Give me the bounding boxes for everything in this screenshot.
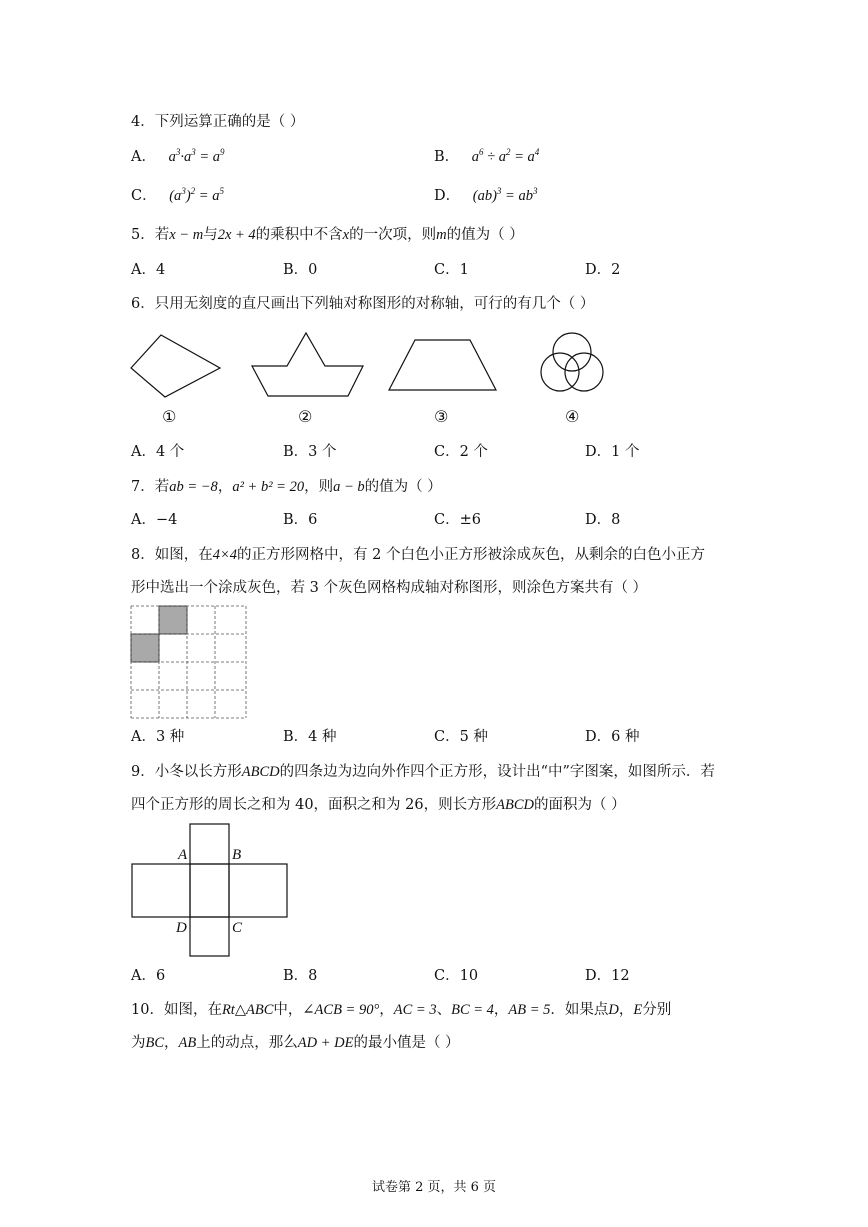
left-square [132,864,190,917]
q5-text-2: 与 [203,227,218,243]
q4-option-a-label: A． [131,149,156,165]
q6-option-b: B．3 个 [283,444,337,460]
q7-expr-3: a − b [333,479,365,495]
q6-stem: 6．只用无刻度的直尺画出下列轴对称图形的对称轴，可行的有几个（ ） [131,296,595,312]
q5-var-x: x [342,227,350,243]
q10-expr-ac: AC = 3 [393,1002,437,1018]
q8-stem-line2: 形中选出一个涂成灰色，若 3 个灰色网格构成轴对称图形，则涂色方案共有（ ） [131,580,648,596]
q7-option-d: D．8 [585,512,621,528]
q8-grid-figure [130,605,250,721]
q8-text-1: 8．如图，在 [131,547,213,563]
q7-option-c: C．±6 [434,512,481,528]
boat-shape [252,333,363,396]
q10-var-ab: AB [178,1035,197,1051]
q10-var-e: E [633,1002,643,1018]
circle-right [565,353,603,391]
q5-expr-2: 2x + 4 [217,227,256,243]
q10-text-2: 中， [273,1002,303,1018]
q10-text-10: ， [164,1035,179,1051]
q6-label-2: ② [298,407,313,426]
q5-option-a: A．4 [131,262,166,278]
q7-stem [131,480,442,495]
q8-text-2: 的正方形网格中，有 2 个白色小正方形被涂成灰色，从剩余的白色小正方 [237,547,705,563]
q9-stem-line1 [131,765,715,780]
q6-label-3: ③ [434,407,449,426]
top-square [190,824,229,864]
q6-option-c: C．2 个 [434,444,488,460]
q5-var-m: m [436,227,447,243]
q10-expr-ab: AB = 5 [508,1002,551,1018]
q10-expr-bc: BC = 4 [451,1002,494,1018]
q5-option-d: D．2 [585,262,621,278]
q7-text-1: 7．若 [131,479,170,495]
q4-option-c-expr: $(a^3)^2 = a^5$ [169,186,224,204]
q10-var-d: D [608,1002,619,1018]
q9-text-2: 的四条边为边向外作四个正方形，设计出“中”字图案，如图所示．若 [279,764,715,780]
q5-expr-1: x − m [169,227,204,243]
q10-text-3: ， [379,1002,394,1018]
q6-label-1: ① [162,407,177,426]
kite-shape [131,335,220,397]
q7-option-b: B．6 [283,512,318,528]
q7-expr-2: a² + b² = 20 [232,479,305,495]
point-c-label: C [232,920,243,936]
q4-option-d [434,186,538,204]
right-square [229,864,287,917]
three-circles-shape [541,333,603,391]
q4-option-b [434,147,540,165]
q4-option-a [131,147,225,165]
q7-expr-1: ab = −8 [169,479,218,495]
q7-text-4: 的值为（ ） [364,479,442,495]
q5-option-c: C．1 [434,262,469,278]
q10-text-4: 、 [436,1002,452,1018]
q10-expr-triangle: Rt△ABC [221,1002,274,1018]
q10-text-5: ， [493,1002,509,1018]
q4-stem: 4．下列运算正确的是（ ） [131,114,305,130]
q9-option-c: C．10 [434,968,479,984]
q9-option-a: A．6 [131,968,166,984]
q10-text-1: 10．如图，在 [131,1002,222,1018]
q7-text-2: ， [217,479,233,495]
q4-option-c [131,186,224,204]
q9-option-b: B．8 [283,968,318,984]
q10-text-6: ．如果点 [550,1002,609,1018]
q6-label-4: ④ [565,407,580,426]
point-d-label: D [176,920,187,936]
q5-text-1: 5．若 [131,227,170,243]
q4-option-b-label: B． [434,149,460,165]
q4-option-a-expr: $a^3\cdot a^3 = a^9$ [168,147,225,165]
q10-expr-sum: AD + DE [297,1035,354,1051]
q4-option-d-label: D． [434,188,461,204]
q9-var-abcd-1: ABCD [241,764,280,780]
q6-option-d: D．1 个 [585,444,640,460]
q9-text-4: 的面积为（ ） [533,797,626,813]
q8-option-c: C．5 种 [434,729,488,745]
q5-option-b: B．0 [283,262,318,278]
q10-text-8: 分别 [642,1002,672,1018]
q10-text-7: ， [618,1002,634,1018]
q10-stem-line1 [131,1003,671,1018]
page-footer: 试卷第 2 页，共 6 页 [371,1180,497,1195]
q10-text-11: 上的动点，那么 [196,1035,298,1051]
q5-stem [131,228,524,243]
point-b-label: B [232,847,242,863]
q5-text-3: 的乘积中不含 [255,227,343,243]
q8-option-b: B．4 种 [283,729,337,745]
q5-text-4: 的一次项，则 [349,227,437,243]
q4-option-d-expr: $(ab)^3 = ab^3$ [472,186,538,204]
q9-text-1: 9．小冬以长方形 [131,764,242,780]
q10-expr-angle: ∠ACB = 90° [302,1002,380,1018]
q10-var-bc: BC [145,1035,165,1051]
grid-lines [131,606,246,718]
q5-text-5: 的值为（ ） [446,227,524,243]
bottom-square [190,917,229,956]
q10-text-12: 的最小值是（ ） [353,1035,460,1051]
q10-text-9: 为 [131,1035,146,1051]
q8-expr-grid: 4×4 [212,547,238,563]
point-a-label: A [178,847,188,863]
q9-text-3: 四个正方形的周长之和为 40，面积之和为 26，则长方形 [131,797,497,813]
q9-option-d: D．12 [585,968,630,984]
q6-option-a: A．4 个 [131,444,185,460]
q10-stem-line2 [131,1036,460,1051]
q4-option-b-expr: $a^6 \div a^2 = a^4$ [471,147,540,165]
circle-left [541,353,579,391]
rectangle-abcd [190,864,229,917]
q9-cross-figure [125,820,325,960]
q4-option-c-label: C． [131,188,157,204]
q8-stem-line1 [131,548,705,563]
shaded-cell-2 [131,634,159,662]
trapezoid-shape [389,340,496,390]
cross-shape [132,824,287,956]
q8-option-a: A．3 种 [131,729,185,745]
q7-text-3: ，则 [304,479,334,495]
q7-option-a: A．−4 [131,512,178,528]
q8-option-d: D．6 种 [585,729,640,745]
q9-var-abcd-2: ABCD [496,797,534,813]
q9-stem-line2 [131,798,626,813]
circle-top [553,333,591,371]
shaded-cell-1 [159,606,187,634]
